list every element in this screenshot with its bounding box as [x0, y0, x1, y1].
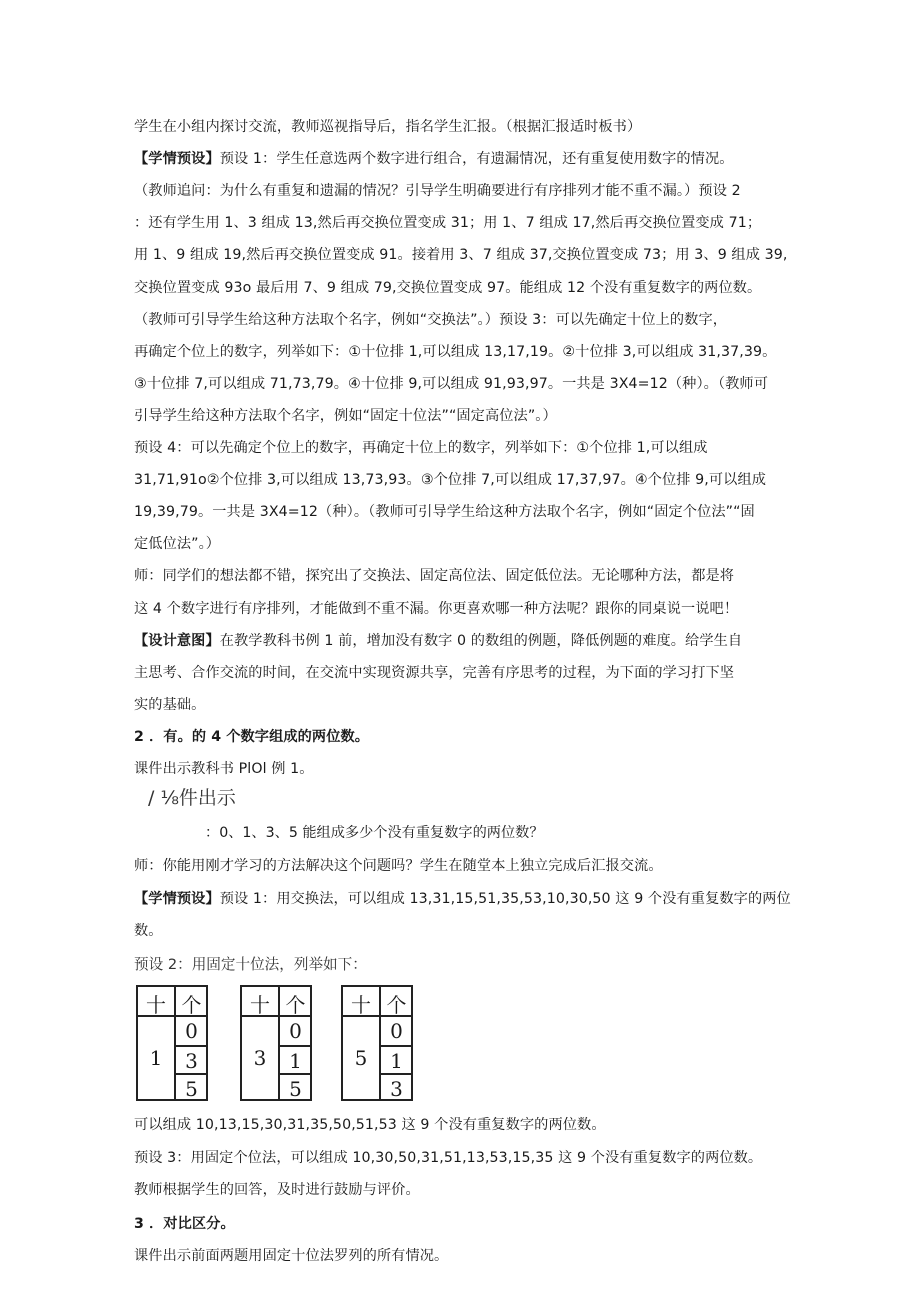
text-line [134, 213, 761, 233]
grid-tens-digit: 5 [354, 1046, 368, 1070]
text-line [134, 1115, 606, 1135]
text-line [134, 438, 708, 458]
line-text: （教师追问：为什么有重复和遗漏的情况？引导学生明确要进行有序排列才能不重不漏。）预设 2 [134, 183, 741, 200]
grid-tens-digit: 3 [253, 1046, 267, 1070]
line-text: 学生在小组内探讨交流，教师巡视指导后，指名学生汇报。（根据汇报适时板书） [134, 119, 642, 135]
grid-ones-digit: 5 [279, 1073, 312, 1103]
grid-ones-digit: 1 [279, 1045, 312, 1075]
text-line [134, 1148, 762, 1168]
text-line [134, 149, 734, 169]
text-line [134, 1246, 448, 1266]
text-line [134, 727, 369, 747]
text-line [134, 599, 738, 619]
line-text: 预设 3：用固定个位法，可以组成 10,30,50,31,51,13,53,15,35 这 9 个没有重复数字的两位数。 [134, 1150, 763, 1166]
line-text: 用 1、9 组成 19,然后再交换位置变成 91。接着用 3、7 组成 37,交换位置变成 73；用 3、9 组成 39, [134, 247, 788, 264]
text-line [134, 1214, 235, 1234]
line-text: 课件出示前面两题用固定十位法罗列的所有情况。 [134, 1248, 449, 1264]
grid-ones-digit: 3 [380, 1073, 413, 1103]
grid-ones-digit: 5 [175, 1073, 208, 1103]
text-line [134, 1180, 420, 1200]
example-question: ：0、1、3、5 能组成多少个没有重复数字的两位数？ [205, 825, 544, 841]
place-value-grid [136, 985, 208, 1101]
text-line [134, 245, 787, 265]
bold-label: 【学情预设】 [134, 151, 220, 168]
line-text: 这 4 个数字进行有序排列，才能做到不重不漏。你更喜欢哪一种方法呢？跟你的同桌说一说吧！ [134, 600, 739, 617]
line-text: 定低位法”。） [134, 536, 221, 553]
grid-header-ones: 个 [181, 993, 202, 1017]
grid-ones-digit: 3 [175, 1045, 208, 1075]
line-text: 在教学教科书例 1 前，增加没有数字 0 的数组的例题，降低例题的难度。给学生自 [219, 632, 743, 649]
grid-ones-digit: 0 [185, 1019, 198, 1043]
text-line [134, 566, 734, 586]
line-text: ③十位排 7,可以组成 71,73,79。④十位排 9,可以组成 91,93,97。一共是 3X4=12（种）。（教师可 [134, 375, 768, 392]
grid-ones-digit: 1 [380, 1045, 413, 1075]
text-line [134, 631, 742, 651]
text-line [134, 117, 641, 137]
text-line [134, 310, 727, 330]
text-line [134, 856, 663, 876]
grid-header-tens: 十 [351, 993, 371, 1017]
grid-ones-digit: 0 [289, 1019, 302, 1043]
bold-label: 2 ．有。的 4 个数字组成的两位数。 [134, 728, 370, 745]
line-text: 可以组成 10,13,15,30,31,35,50,51,53 这 9 个没有重复数字的两位数。 [134, 1117, 606, 1133]
line-text: 预设 4：可以先确定个位上的数字，再确定十位上的数字，列举如下：①个位排 1,可以组成 [134, 440, 708, 456]
line-text: 引导学生给这种方法取个名字，例如“固定十位法”“固定高位法”。） [134, 407, 557, 424]
bold-label: 【设计意图】 [134, 632, 220, 649]
line-text: 课件出示教科书 PlOl 例 1。 [134, 761, 314, 777]
bold-label: 【学情预设】 [134, 890, 220, 907]
text-line [134, 663, 734, 683]
line-text: 交换位置变成 93o 最后用 7、9 组成 79,交换位置变成 97。能组成 12 个没有重复数字的两位数。 [134, 279, 762, 296]
line-text: 预设 1：用交换法，可以组成 13,31,15,51,35,53,10,30,50 这 9 个没有重复数字的两位 [219, 890, 791, 907]
text-line [134, 921, 163, 941]
text-line [134, 181, 741, 201]
line-text: 19,39,79。一共是 3X4=12（种）。（教师可引导学生给这种方法取个名字，例如“固定个位法”“固 [134, 504, 755, 521]
place-value-grid [240, 985, 312, 1101]
grid-header-ones: 个 [386, 993, 407, 1017]
text-line [134, 470, 766, 490]
grid-header-tens: 十 [146, 993, 166, 1017]
line-text: 教师根据学生的回答，及时进行鼓励与评价。 [134, 1182, 420, 1198]
text-line [134, 695, 205, 715]
grid-ones-digit: 0 [390, 1019, 403, 1043]
line-text: 数。 [134, 923, 163, 939]
text-line [134, 342, 776, 362]
text-line [134, 759, 314, 779]
text-line [134, 889, 791, 909]
line-text: ：还有学生用 1、3 组成 13,然后再交换位置变成 31；用 1、7 组成 17,然后再交换位置变成 71； [134, 215, 762, 232]
courseware-title: / ⅛件出示 [148, 787, 236, 809]
line-text: （教师可引导学生给这种方法取个名字，例如“交换法”。）预设 3：可以先确定十位上的数字， [134, 311, 728, 328]
line-text: 师：同学们的想法都不错，探究出了交换法、固定高位法、固定低位法。无论哪种方法，都是将 [134, 568, 735, 585]
line-text: 实的基础。 [134, 696, 206, 713]
grid-tens-digit: 1 [149, 1046, 163, 1070]
text-line [134, 374, 768, 394]
line-text: 31,71,91o②个位排 3,可以组成 13,73,93。③个位排 7,可以组成 17,37,97。④个位排 9,可以组成 [134, 472, 767, 489]
bold-label: 3 ．对比区分。 [134, 1216, 235, 1232]
text-line [134, 534, 220, 554]
preset-2-title: 预设 2：用固定十位法，列举如下： [134, 956, 367, 973]
grid-header-ones: 个 [285, 993, 306, 1017]
line-text: 预设 1：学生任意选两个数字进行组合，有遗漏情况，还有重复使用数字的情况。 [219, 151, 734, 168]
text-line [134, 406, 557, 426]
text-line [134, 502, 755, 522]
place-value-grid [341, 985, 413, 1101]
text-line [134, 278, 761, 298]
line-text: 师：你能用刚才学习的方法解决这个问题吗？学生在随堂本上独立完成后汇报交流。 [134, 858, 663, 874]
line-text: 再确定个位上的数字，列举如下：①十位排 1,可以组成 13,17,19。②十位排 3,可以组成 31,37,39。 [134, 343, 777, 360]
line-text: 主思考、合作交流的时间，在交流中实现资源共享，完善有序思考的过程，为下面的学习打下坚 [134, 664, 735, 681]
grid-header-tens: 十 [250, 993, 270, 1017]
